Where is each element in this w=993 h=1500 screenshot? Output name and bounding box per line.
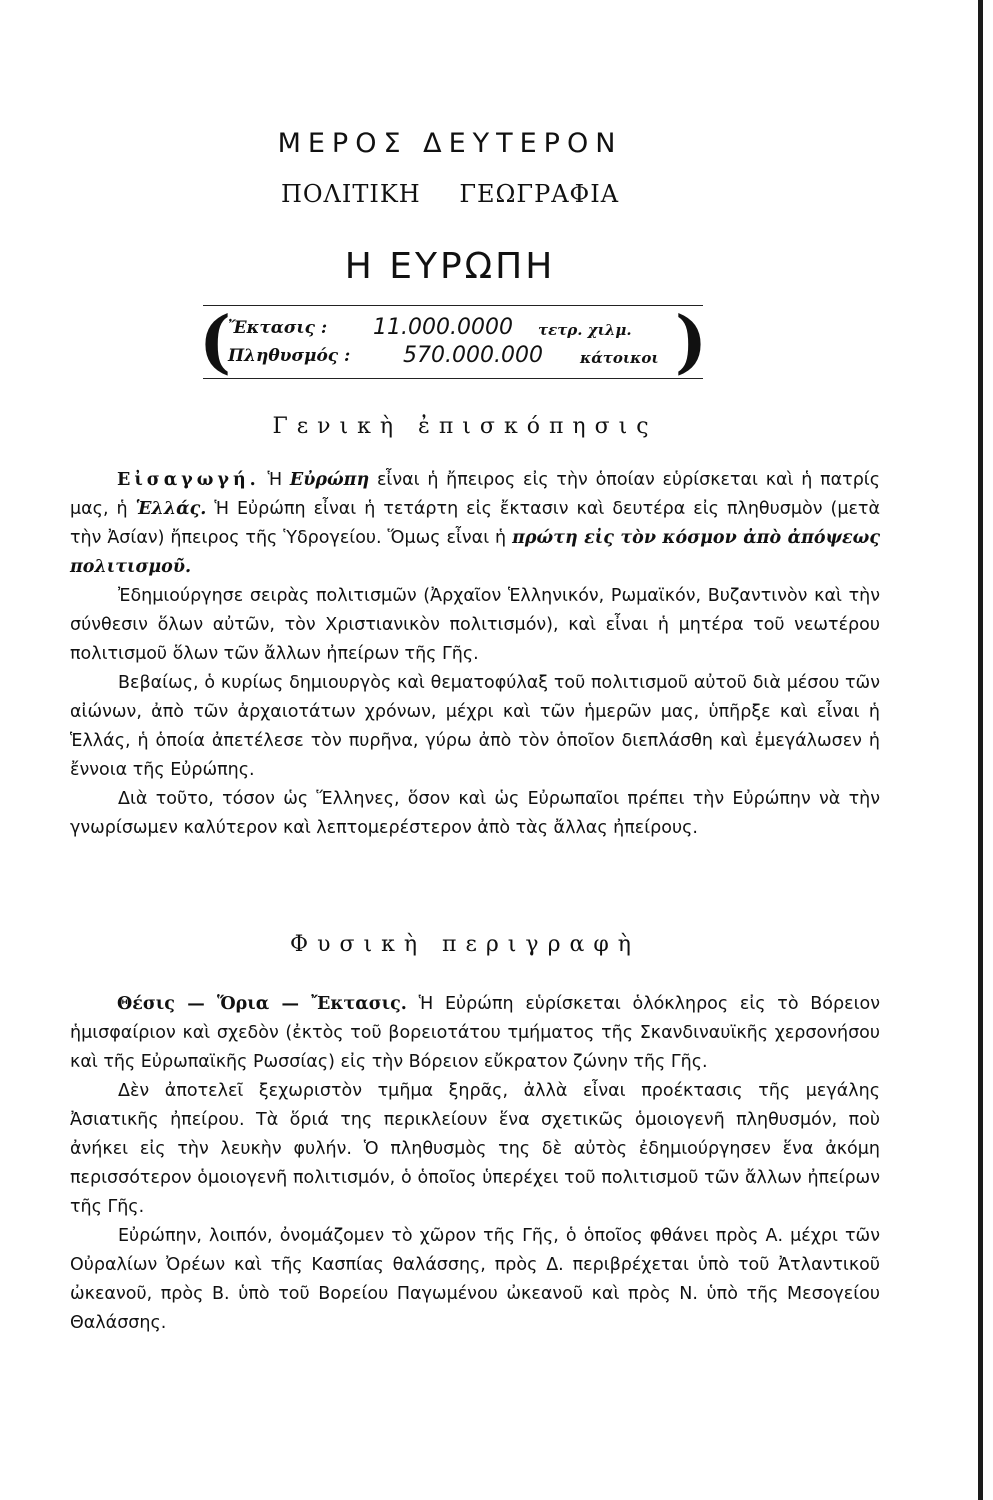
area-label: Ἔκτασις :	[228, 318, 328, 338]
section1-body	[70, 466, 880, 843]
paragraph-position-borders	[70, 990, 880, 1077]
part-heading: ΜΕΡΟΣ ΔΕΥΤΕΡΟΝ	[277, 128, 623, 159]
left-brace: (	[199, 302, 232, 382]
section-title-general-overview: Γενικὴ ἐπισκόπησις	[272, 414, 658, 439]
page-edge-rule	[978, 0, 983, 1500]
paragraph-introduction	[70, 466, 880, 582]
population-label: Πληθυσμός :	[228, 346, 351, 366]
area-value: 11.000.0000	[373, 315, 513, 340]
paragraph-greece-role: Βεβαίως, ὁ κυρίως δημιουργὸς καὶ θεματοφύλαξ τοῦ πολιτισμοῦ αὐτοῦ διὰ μέσου τῶν αἰώνων, ἀπὸ τῶν ἀρχαιοτάτων χρόνων, μέχρι καὶ τῶν ἡμερῶν μας, ὑπῆρξε καὶ εἶναι ἡ Ἑλλάς, ἡ ὁποία ἀπετέλεσε τὸν πυρῆνα, γύρω ἀπὸ τὸν ὁποῖον διεπλάσθη καὶ ἐμεγάλωσεν ἡ ἔννοια τῆς Εὐρώπης.	[70, 673, 880, 780]
paragraph-text: εἶναι ἡ ἤπειρος εἰς τὴν ὁποίαν εὑρίσκεται καὶ ἡ πατρίς μας, ἡ	[70, 470, 880, 519]
paragraph-asian-extension: Δὲν ἀποτελεῖ ξεχωριστὸν τμῆμα ξηρᾶς, ἀλλὰ εἶναι προέκτασις τῆς μεγάλης Ἀσιατικῆς ἠπείρου. Τὰ ὅριά της περικλείουν ἕνα σχετικῶς ὁμοιογενῆ πληθυσμόν, ποὺ ἀνήκει εἰς τὴν λευκὴν φυλήν. Ὁ πληθυσμὸς της δὲ αὐτὸς ἐδημιούργησεν ἕνα ἀκόμη περισσότερον ὁμοιογενῆ πολιτισμόν, ὁ ὁποῖος ὑπερέχει τοῦ πολιτισμοῦ τῶν ἄλλων ἠπείρων τῆς Γῆς.	[70, 1081, 880, 1217]
runin-heading: Θέσις — Ὅρια — Ἔκτασις.	[117, 994, 407, 1014]
paragraph-text: Ἡ Εὐρώπη εὑρίσκεται ὁλόκληρος εἰς τὸ Βόρειον ἡμισφαίριον καὶ σχεδὸν (ἐκτὸς τοῦ βορειοτάτου τμήματος τῆς Σκανδιναυϊκῆς χερσονήσου καὶ τῆς Εὐρωπαϊκῆς Ρωσσίας) εἰς τὴν Βόρειον εὔκρατον ζώνην τῆς Γῆς.	[70, 994, 880, 1072]
emphasis-text: Εὐρώπη	[289, 470, 370, 490]
paragraph-boundaries: Εὐρώπην, λοιπόν, ὀνομάζομεν τὸ χῶρον τῆς Γῆς, ὁ ὁποῖος φθάνει πρὸς Α. μέχρι τῶν Οὐραλίων Ὀρέων καὶ τῆς Κασπίας θαλάσσης, πρὸς Δ. περιβρέχεται ὑπὸ τοῦ Ἀτλαντικοῦ ὠκεανοῦ, πρὸς Β. ὑπὸ τοῦ Βορείου Παγωμένου ὠκεανοῦ καὶ πρὸς Ν. ὑπὸ τῆς Μεσογείου Θαλάσσης.	[70, 1226, 880, 1333]
paragraph-civilizations: Ἐδημιούργησε σειρὰς πολιτισμῶν (Ἀρχαῖον Ἑλληνικόν, Ρωμαϊκόν, Βυζαντινὸν καὶ τὴν σύνθεσιν ὅλων αὐτῶν, τὸν Χριστιανικὸν πολιτισμόν), καὶ εἶναι ἡ μητέρα τοῦ νεωτέρου πολιτισμοῦ ὅλων τῶν ἄλλων ἠπείρων τῆς Γῆς.	[70, 586, 880, 664]
paragraph-text: Ἡ Εὐρώπη εἶναι ἡ τετάρτη εἰς ἔκτασιν καὶ δευτέρα εἰς πληθυσμὸν (μετὰ τὴν Ἀσίαν) ἤπειρος τῆς Ὑδρογείου. Ὅμως εἶναι ἡ	[70, 499, 880, 548]
area-row	[228, 315, 632, 346]
section-title-physical-description: Φυσικὴ περιγραφὴ	[290, 932, 640, 957]
emphasis-text: Ἑλλάς.	[135, 499, 207, 519]
population-value: 570.000.000	[403, 343, 543, 368]
paragraph-conclusion: Διὰ τοῦτο, τόσον ὡς Ἕλληνες, ὅσον καὶ ὡς Εὐρωπαῖοι πρέπει τὴν Εὐρώπην νὰ τὴν γνωρίσωμεν καλύτερον καὶ λεπτομερέστερον ἀπὸ τὰς ἄλλας ἠπείρους.	[70, 789, 880, 838]
chapter-title: Η ΕΥΡΩΠΗ	[344, 246, 556, 287]
stats-box	[199, 302, 707, 382]
area-unit: τετρ. χιλμ.	[538, 321, 632, 339]
section2-body	[70, 990, 880, 1338]
population-unit: κάτοικοι	[580, 349, 659, 367]
paragraph-text: Ἡ	[259, 470, 290, 490]
right-brace: )	[674, 302, 707, 382]
runin-heading: Εἰσαγωγή.	[117, 470, 260, 490]
emphasis-text: πρώτη εἰς τὸν κόσμον ἀπὸ ἀπόψεως πολιτισμοῦ.	[70, 528, 880, 577]
population-row	[228, 343, 659, 374]
subject-heading: ΠΟΛΙΤΙΚΗ ΓΕΩΓΡΑΦΙΑ	[280, 180, 620, 208]
